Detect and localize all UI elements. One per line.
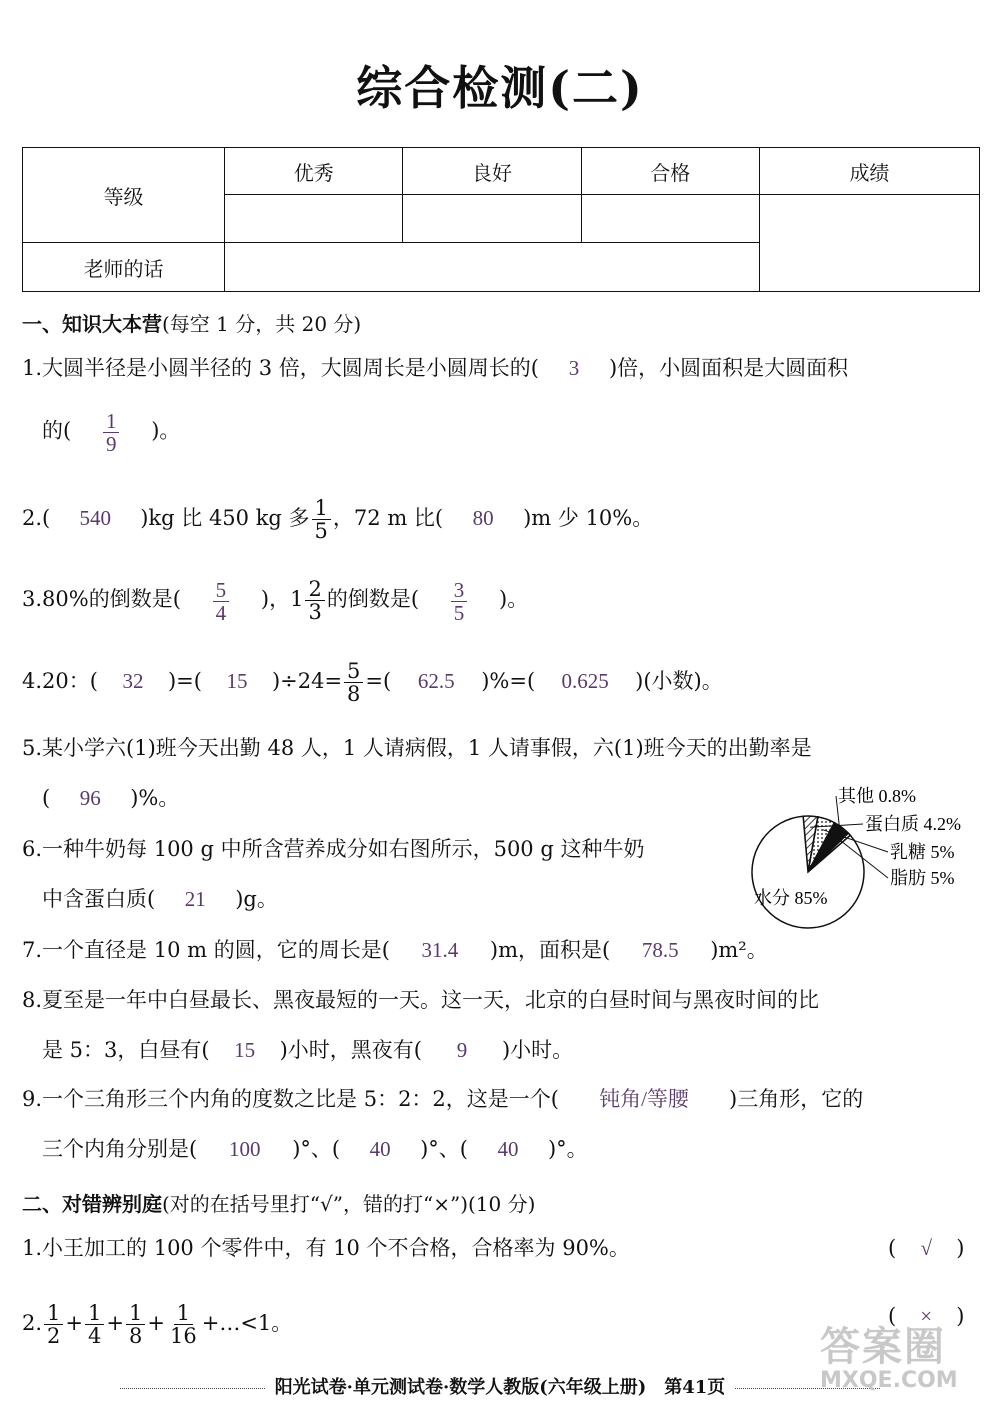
grade-label: 等级 — [23, 148, 225, 243]
page-footer: 阳光试卷·单元测试卷·数学人教版(六年级上册) 第41页 — [45, 1373, 955, 1399]
pass-cell — [581, 195, 759, 243]
question-1-line1: 1.大圆半径是小圆半径的 3 倍，大圆周长是小圆周长的( 3 )倍，小圆面积是大圆面积 — [22, 356, 849, 380]
question-5-line2: ( 96 )%。 — [42, 786, 180, 810]
question-1-line2: 的( $\frac{1}{9}$ )。 — [42, 409, 181, 457]
judge-question-1: 1.小王加工的 100 个零件中，有 10 个不合格，合格率为 90%。 — [22, 1236, 630, 1260]
question-8-line2: 是 5：3，白昼有( 15 )小时，黑夜有( 9 )小时。 — [42, 1038, 574, 1062]
page-title: 综合检测(二) — [356, 61, 644, 115]
judge-answer-2: ( × ) — [888, 1304, 965, 1328]
level-pass: 合格 — [581, 148, 759, 195]
question-6-line2: 中含蛋白质( 21 )g。 — [42, 887, 278, 911]
section2-heading: 二、对错辨别庭(对的在括号里打“√”，错的打“×”)(10 分) — [22, 1192, 536, 1216]
question-9-line2: 三个内角分别是( 100 )°、( 40 )°、( 40 )°。 — [42, 1137, 588, 1161]
excellent-cell — [225, 195, 403, 243]
question-9-line1: 9.一个三角形三个内角的度数之比是 5：2：2，这是一个( 钝角/等腰 )三角形，它的 — [22, 1087, 864, 1111]
good-cell — [403, 195, 581, 243]
pie-label-4: 其他 0.8% — [838, 786, 916, 806]
answer: 3 — [568, 356, 580, 380]
question-3: 3.80%的倒数是( $\frac{5}{4}$ )，1 $\frac{2}{3}$ 的倒数是( $\frac{3}{5}$ )。 — [22, 577, 529, 625]
level-excellent: 优秀 — [225, 148, 403, 195]
nutrition-pie-chart — [740, 780, 980, 930]
pie-label-2: 乳糖 5% — [890, 842, 955, 862]
pie-label-1: 蛋白质 4.2% — [865, 814, 961, 834]
question-2: 2.( 540 )kg 比 450 kg 多 $\frac{1}{5}$ ，72 m 比( 80 )m 少 10%。 — [22, 496, 654, 544]
score-label: 成绩 — [759, 148, 979, 195]
level-good: 良好 — [403, 148, 581, 195]
teacher-label: 老师的话 — [23, 243, 225, 292]
pie-label-0: 水分 85% — [754, 888, 828, 908]
question-4: 4.20：( 32 )=( 15 )÷24= $\frac{5}{8}$ =( 62.5 )%=( 0.625 )(小数)。 — [22, 659, 723, 707]
section1-heading: 一、知识大本营(每空 1 分，共 20 分) — [22, 312, 362, 336]
judge-question-2: 2. $\frac{1}{2}$ + $\frac{1}{4}$ + $\frac{1}{8}$ + $\frac{1}{16}$ +…<1。 — [22, 1301, 293, 1349]
pie-label-3: 脂肪 5% — [890, 868, 955, 888]
teacher-comment-cell — [225, 243, 760, 292]
question-8-line1: 8.夏至是一年中白昼最长、黑夜最短的一天。这一天，北京的白昼时间与黑夜时间的比 — [22, 988, 820, 1012]
watermark: 答案圈 MXQE.COM — [820, 1324, 958, 1393]
grade-table — [22, 147, 980, 292]
judge-answer-1: ( √ ) — [888, 1236, 965, 1260]
question-6-line1: 6.一种牛奶每 100 g 中所含营养成分如右图所示，500 g 这种牛奶 — [22, 837, 645, 861]
question-5-line1: 5.某小学六(1)班今天出勤 48 人，1 人请病假，1 人请事假，六(1)班今天的出勤率是 — [22, 736, 812, 760]
score-cell — [759, 195, 979, 292]
question-7: 7.一个直径是 10 m 的圆，它的周长是( 31.4 )m，面积是( 78.5 )m²。 — [22, 938, 768, 962]
